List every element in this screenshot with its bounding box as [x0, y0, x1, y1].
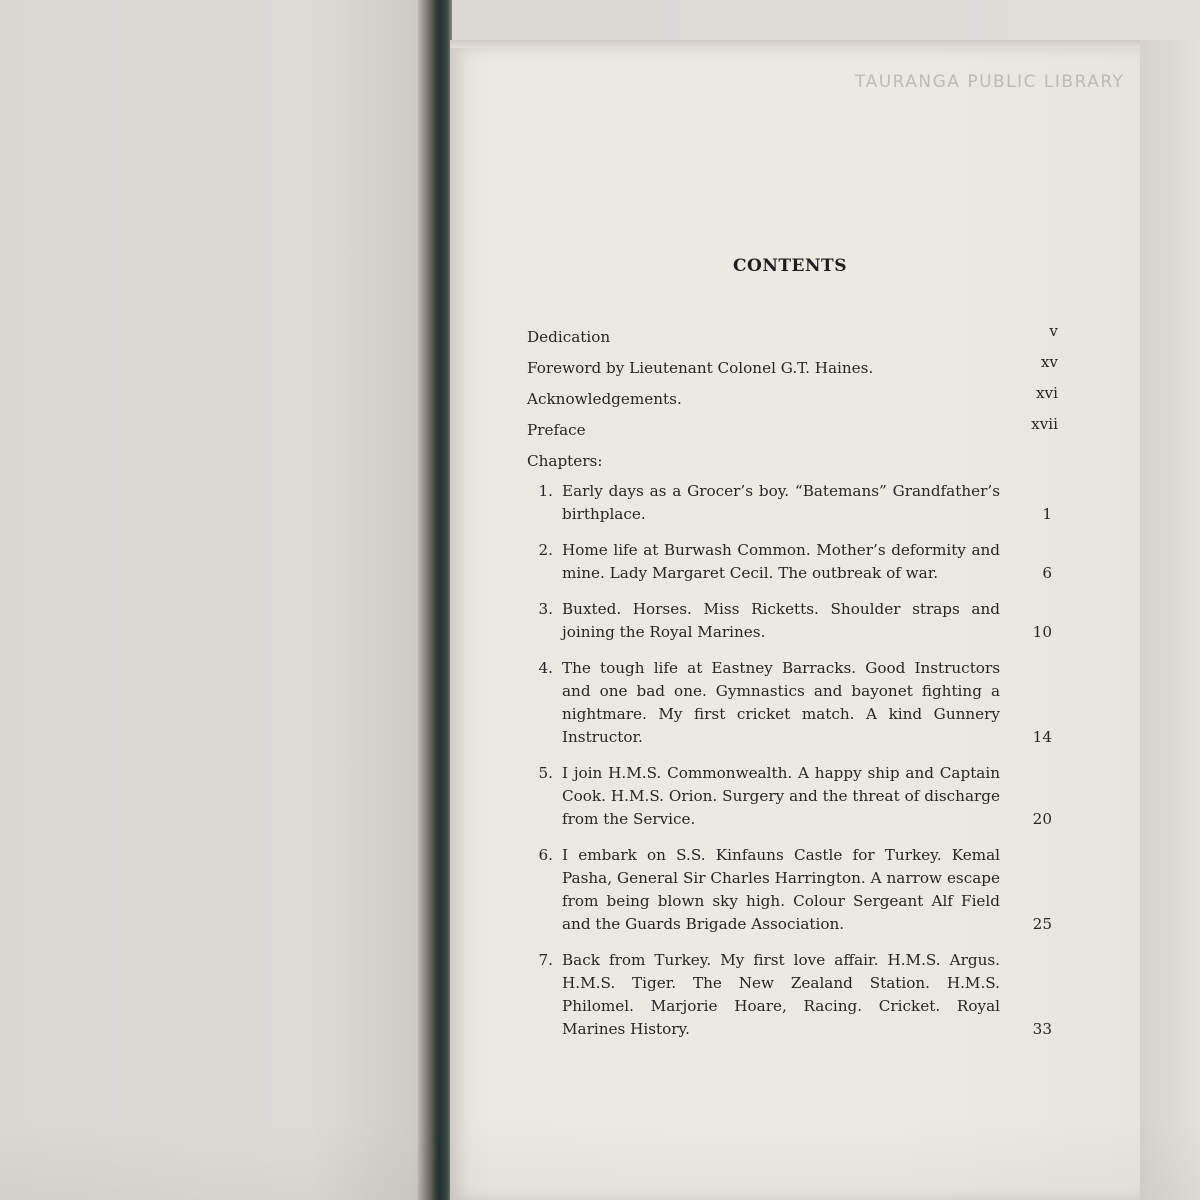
toc-entry-preface: [527, 415, 1062, 450]
chapter-number: 4.: [538, 659, 553, 677]
chapter-page: 33: [1032, 1020, 1052, 1038]
toc-entry-label: Foreword by Lieutenant Colonel G.T. Haines.: [527, 359, 874, 377]
chapter-number: 2.: [538, 541, 553, 559]
chapter-number: 1.: [538, 482, 553, 500]
chapter-page: 14: [1032, 728, 1052, 746]
chapter-page: 1: [1042, 505, 1052, 523]
toc-entry-label: Dedication: [527, 328, 611, 346]
chapter-page: 25: [1032, 915, 1052, 933]
toc-entry-label: Preface: [527, 421, 586, 439]
chapter-description: I embark on S.S. Kinfauns Castle for Turkey. Kemal Pasha, General Sir Charles Harrington. A narrow escape from being blown sky high. Colour Sergeant Alf Field and the Guards Brigade Association.: [562, 846, 1000, 933]
chapter-entry: [527, 539, 1062, 585]
toc-entry-page: v: [1049, 322, 1058, 340]
toc-entry-acknowledgements: [527, 384, 1062, 419]
chapter-description: Home life at Burwash Common. Mother’s deformity and mine. Lady Margaret Cecil. The outbreak of war.: [562, 541, 1000, 582]
chapter-number: 7.: [538, 951, 553, 969]
bottom-shadow: [0, 1120, 1200, 1200]
chapter-description: Back from Turkey. My first love affair. H.M.S. Argus. H.M.S. Tiger. The New Zealand Station. H.M.S. Philomel. Marjorie Hoare, Racing. Cricket. Royal Marines History.: [562, 951, 1000, 1038]
toc-entry-page: xv: [1040, 353, 1058, 371]
background-surface: [1140, 40, 1200, 1200]
chapter-number: 6.: [538, 846, 553, 864]
chapter-entry: [527, 949, 1062, 1041]
chapter-entry: [527, 657, 1062, 749]
chapter-description: The tough life at Eastney Barracks. Good Instructors and one bad one. Gymnastics and bayonet fighting a nightmare. My first cricket match. A kind Gunnery Instructor.: [562, 659, 1000, 746]
table-of-contents: [527, 322, 1062, 1054]
chapter-page: 6: [1042, 564, 1052, 582]
chapter-number: 5.: [538, 764, 553, 782]
toc-entry-label: Acknowledgements.: [527, 390, 682, 408]
chapter-number: 3.: [538, 600, 553, 618]
show-through-text: [30, 140, 36, 161]
chapter-entry: [527, 598, 1062, 644]
contents-title: CONTENTS: [733, 256, 847, 276]
library-stamp: TAURANGA PUBLIC LIBRARY: [855, 72, 1125, 92]
chapter-entry: [527, 762, 1062, 831]
chapter-description: Early days as a Grocer’s boy. “Batemans” Grandfather’s birthplace.: [562, 482, 1000, 523]
toc-entry-foreword: [527, 353, 1062, 388]
chapter-page: 20: [1032, 810, 1052, 828]
chapter-description: I join H.M.S. Commonwealth. A happy ship and Captain Cook. H.M.S. Orion. Surgery and the threat of discharge from the Service.: [562, 764, 1000, 828]
chapter-entry: [527, 480, 1062, 526]
toc-entry-page: xvi: [1035, 384, 1058, 402]
chapter-page: 10: [1032, 623, 1052, 641]
chapter-description: Buxted. Horses. Miss Ricketts. Shoulder straps and joining the Royal Marines.: [562, 600, 1000, 641]
toc-entry-dedication: [527, 322, 1062, 357]
chapters-heading: Chapters:: [527, 452, 603, 470]
chapter-entry: [527, 844, 1062, 936]
toc-entry-page: xvii: [1031, 415, 1058, 433]
left-blank-page: [0, 0, 440, 1200]
